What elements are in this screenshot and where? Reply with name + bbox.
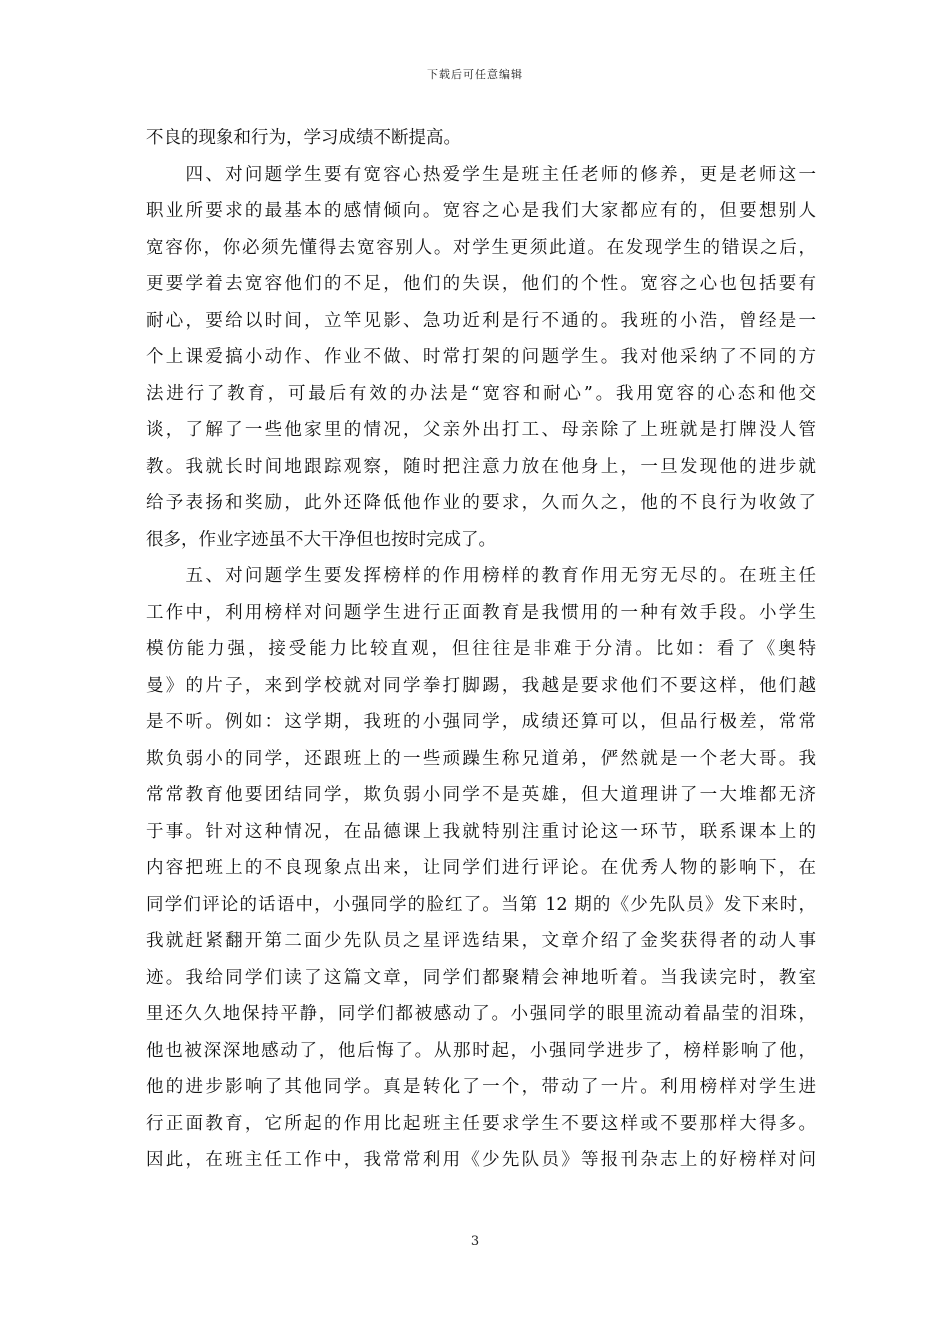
text-line: 曼》的片子，来到学校就对同学拳打脚踢，我越是要求他们不要这样，他们越 [146, 675, 816, 696]
text-line: 模仿能力强，接受能力比较直观，但往往是非难于分清。比如：看了《奥特 [146, 639, 816, 659]
text-line: 行正面教育，它所起的作用比起班主任要求学生不要这样或不要那样大得多。 [146, 1113, 816, 1134]
text-line: 里还久久地保持平静，同学们都被感动了。小强同学的眼里流动着晶莹的泪珠， [146, 1004, 816, 1024]
text-line: 五、对问题学生要发挥榜样的作用榜样的教育作用无穷无尽的。在班主任 [146, 566, 816, 586]
text-line: 因此，在班主任工作中，我常常利用《少先队员》等报刊杂志上的好榜样对问 [146, 1150, 816, 1170]
text-line: 常常教育他要团结同学，欺负弱小同学不是英雄，但大道理讲了一大堆都无济 [146, 785, 816, 805]
page-number: 3 [470, 1234, 480, 1249]
text-line: 耐心，要给以时间，立竿见影、急功近利是行不通的。我班的小浩，曾经是一 [146, 310, 816, 331]
text-line: 工作中，利用榜样对问题学生进行正面教育是我惯用的一种有效手段。小学生 [146, 602, 816, 623]
text-line: 欺负弱小的同学，还跟班上的一些顽躁生称兄道弟，俨然就是一个老大哥。我 [146, 748, 816, 769]
text-line: 迹。我给同学们读了这篇文章，同学们都聚精会神地听着。当我读完时，教室 [146, 967, 816, 988]
text-line: 更要学着去宽容他们的不足，他们的失误，他们的个性。宽容之心也包括要有 [146, 274, 816, 294]
text-line: 我就赶紧翻开第二面少先队员之星评选结果，文章介绍了金奖获得者的动人事 [146, 931, 816, 951]
text-line: 个上课爱搞小动作、作业不做、时常打架的问题学生。我对他采纳了不同的方 [146, 347, 816, 367]
text-line: 是不听。例如：这学期，我班的小强同学，成绩还算可以，但品行极差，常常 [146, 712, 816, 732]
body-text [146, 120, 816, 1179]
text-line: 他也被深深地感动了，他后悔了。从那时起，小强同学进步了，榜样影响了他， [146, 1040, 816, 1061]
text-line: 很多，作业字迹虽不大干净但也按时完成了。 [146, 529, 496, 550]
page-header: 下载后可任意编辑 [427, 68, 523, 81]
text-line: 宽容你，你必须先懂得去宽容别人。对学生更须此道。在发现学生的错误之后， [146, 237, 816, 258]
text-line: 给予表扬和奖励，此外还降低他作业的要求，久而久之，他的不良行为收敛了 [146, 493, 816, 513]
text-line: 谈，了解了一些他家里的情况，父亲外出打工、母亲除了上班就是打牌没人管 [146, 420, 816, 440]
text-line: 四、对问题学生要有宽容心热爱学生是班主任老师的修养，更是老师这一 [146, 164, 816, 185]
text-line: 教。我就长时间地跟踪观察，随时把注意力放在他身上，一旦发现他的进步就 [146, 456, 816, 477]
text-line: 法进行了教育，可最后有效的办法是“宽容和耐心”。我用宽容的心态和他交 [146, 383, 816, 404]
text-line: 不良的现象和行为，学习成绩不断提高。 [146, 128, 461, 148]
text-line: 职业所要求的最基本的感情倾向。宽容之心是我们大家都应有的，但要想别人 [146, 201, 816, 221]
text-line: 同学们评论的话语中，小强同学的脸红了。当第 12 期的《少先队员》发下来时， [146, 894, 816, 915]
text-line: 内容把班上的不良现象点出来，让同学们进行评论。在优秀人物的影响下，在 [146, 858, 816, 878]
text-line: 他的进步影响了其他同学。真是转化了一个，带动了一片。利用榜样对学生进 [146, 1077, 816, 1097]
text-line: 于事。针对这种情况，在品德课上我就特别注重讨论这一环节，联系课本上的 [146, 821, 816, 842]
